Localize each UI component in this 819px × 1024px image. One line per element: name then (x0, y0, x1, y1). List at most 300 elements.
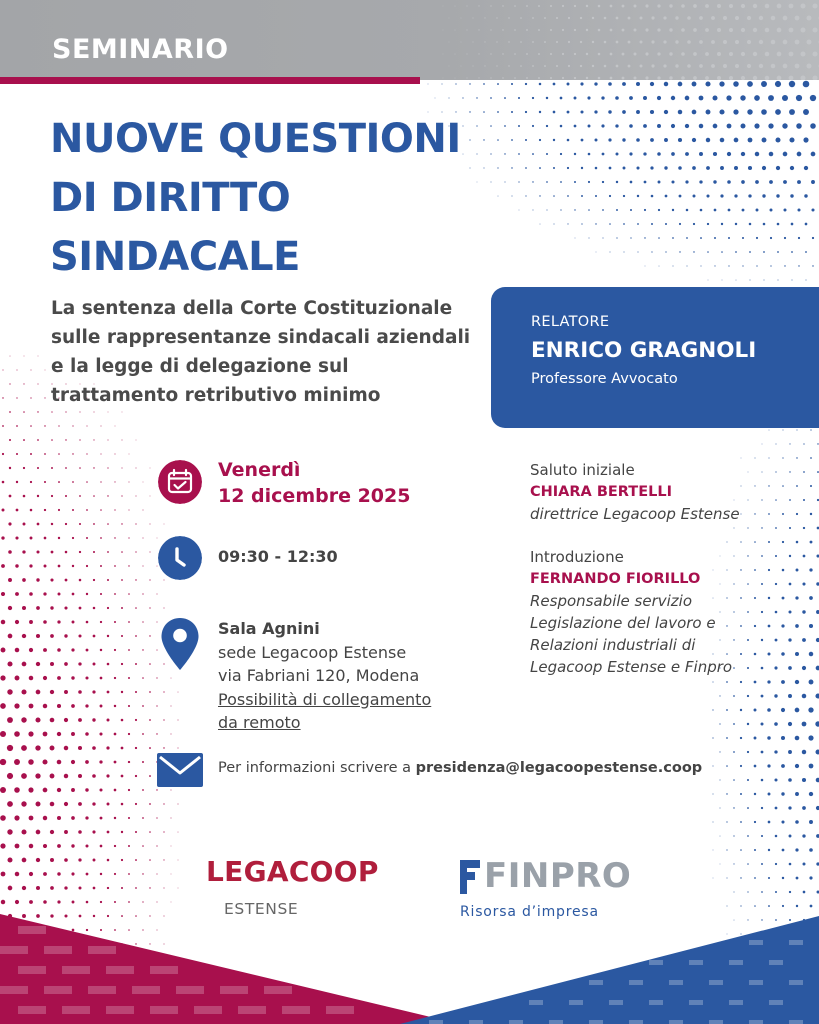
halftone-dot (156, 677, 157, 678)
halftone-dot (511, 111, 513, 113)
halftone-dot (643, 96, 647, 100)
halftone-dot (706, 110, 711, 115)
halftone-dot (663, 40, 666, 43)
halftone-dot (741, 180, 745, 184)
remote-link-cont[interactable]: da remoto (218, 713, 301, 732)
halftone-dot (810, 429, 811, 430)
halftone-dot (747, 891, 748, 892)
halftone-dot (740, 849, 742, 851)
halftone-dot (43, 844, 47, 848)
halftone-dot (769, 430, 770, 431)
halftone-dot (9, 439, 11, 441)
halftone-dot (461, 42, 462, 43)
bottom-dash (18, 1006, 46, 1014)
location-pin-icon (159, 616, 201, 672)
halftone-dot (624, 252, 625, 253)
halftone-dot (580, 82, 583, 85)
halftone-dot (726, 709, 728, 711)
halftone-dot (461, 18, 462, 19)
halftone-dot (504, 97, 506, 99)
halftone-dot (610, 5, 613, 8)
halftone-dot (136, 440, 137, 441)
bottom-dash (749, 940, 763, 945)
halftone-dot (36, 830, 41, 835)
bottom-dash (789, 980, 803, 985)
halftone-dot (720, 808, 721, 809)
halftone-dot (57, 844, 61, 848)
halftone-dot (149, 831, 151, 833)
halftone-dot (628, 65, 631, 68)
halftone-dot (504, 125, 506, 127)
halftone-dot (797, 208, 800, 211)
halftone-dot (774, 722, 778, 726)
halftone-dot (532, 65, 534, 67)
halftone-dot (781, 792, 784, 795)
halftone-dot (657, 4, 660, 7)
halftone-dot (740, 821, 742, 823)
halftone-dot (747, 863, 749, 865)
halftone-dot (634, 29, 637, 32)
halftone-dot (0, 759, 6, 765)
halftone-dot (142, 789, 144, 791)
halftone-dot (50, 886, 54, 890)
halftone-dot (511, 139, 513, 141)
halftone-dot (808, 707, 813, 712)
halftone-dot (107, 495, 108, 496)
halftone-dot (496, 41, 497, 42)
halftone-dot (149, 635, 150, 636)
halftone-dot (727, 180, 731, 184)
halftone-dot (789, 28, 794, 33)
halftone-dot (802, 722, 807, 727)
halftone-dot (687, 16, 691, 20)
halftone-dot (795, 64, 800, 69)
bottom-dash (549, 1020, 563, 1024)
halftone-dot (121, 859, 123, 861)
halftone-dot (714, 237, 716, 239)
halftone-dot (64, 606, 67, 609)
halftone-dot (747, 779, 749, 781)
halftone-dot (135, 523, 136, 524)
halftone-dot (700, 265, 701, 266)
halftone-dot (57, 732, 61, 736)
halftone-dot (121, 719, 124, 722)
halftone-dot (142, 817, 144, 819)
halftone-dot (754, 95, 760, 101)
halftone-dot (711, 64, 715, 68)
halftone-dot (608, 82, 612, 86)
halftone-dot (761, 81, 767, 87)
halftone-dot (783, 208, 786, 211)
halftone-dot (586, 5, 588, 7)
halftone-dot (65, 467, 67, 469)
halftone-dot (51, 467, 53, 469)
halftone-dot (37, 467, 39, 469)
halftone-dot (706, 194, 709, 197)
halftone-dot (580, 41, 582, 43)
halftone-dot (115, 454, 116, 455)
envelope-icon (157, 753, 203, 787)
bottom-dash (194, 1006, 222, 1014)
halftone-dot (747, 16, 751, 20)
halftone-dot (616, 65, 619, 68)
halftone-dot (65, 411, 66, 412)
halftone-dot (9, 467, 11, 469)
bottom-blue-panel (400, 916, 819, 1024)
halftone-dot (2, 369, 3, 370)
halftone-dot (79, 495, 81, 497)
halftone-dot (44, 509, 46, 511)
halftone-dot (650, 138, 654, 142)
halftone-dot (693, 251, 694, 252)
halftone-dot (809, 624, 813, 628)
halftone-dot (149, 691, 151, 693)
event-time: 09:30 - 12:30 (218, 547, 338, 566)
halftone-dot (64, 858, 68, 862)
halftone-dot (484, 65, 485, 66)
speaker-role: RELATORE (531, 314, 610, 330)
halftone-dot (574, 181, 576, 183)
halftone-dot (711, 40, 715, 44)
bottom-dash (106, 1006, 134, 1014)
halftone-dot (629, 152, 632, 155)
halftone-dot (755, 152, 759, 156)
bottom-dash (729, 960, 743, 965)
halftone-dot (798, 265, 799, 266)
halftone-dot (514, 29, 516, 31)
halftone-dot (43, 676, 47, 680)
halftone-dot (740, 737, 742, 739)
halftone-dot (121, 523, 122, 524)
halftone-dot (623, 167, 626, 170)
halftone-dot (79, 411, 80, 412)
halftone-dot (770, 265, 771, 266)
bottom-dash (669, 980, 683, 985)
halftone-dot (7, 661, 12, 666)
halftone-dot (100, 817, 103, 820)
halftone-dot (171, 678, 172, 679)
halftone-dot (37, 439, 39, 441)
halftone-dot (449, 66, 450, 67)
halftone-dot (128, 509, 129, 510)
remote-link[interactable]: Possibilità di collegamento (218, 689, 432, 709)
halftone-dot (36, 578, 39, 581)
event-date (218, 457, 410, 509)
halftone-dot (622, 77, 625, 80)
title-line: NUOVE QUESTIONI (50, 116, 461, 162)
halftone-dot (560, 125, 563, 128)
halftone-dot (163, 691, 164, 692)
halftone-dot (7, 857, 12, 862)
halftone-dot (550, 53, 552, 55)
halftone-dot (156, 649, 157, 650)
halftone-dot (86, 481, 88, 483)
bottom-dash (749, 1020, 763, 1024)
halftone-dot (789, 863, 792, 866)
halftone-dot (713, 124, 718, 129)
halftone-dot (1, 536, 4, 539)
halftone-dot (803, 443, 804, 444)
halftone-dot (540, 224, 541, 225)
halftone-dot (45, 370, 46, 371)
halftone-dot (1, 648, 6, 653)
halftone-dot (788, 722, 792, 726)
halftone-dot (782, 95, 788, 101)
halftone-dot (100, 509, 102, 511)
halftone-dot (50, 634, 54, 638)
halftone-dot (520, 17, 522, 19)
halftone-dot (490, 29, 491, 30)
halftone-dot (50, 774, 55, 779)
halftone-dot (693, 195, 696, 198)
halftone-dot (791, 223, 794, 226)
halftone-dot (135, 719, 137, 721)
halftone-dot (604, 65, 607, 68)
halftone-dot (705, 4, 709, 8)
halftone-dot (713, 152, 717, 156)
halftone-dot (775, 891, 777, 893)
halftone-dot (768, 821, 771, 824)
halftone-dot (22, 634, 26, 638)
title-line: DI DIRITTO (50, 175, 291, 221)
contact-prefix: Per informazioni scrivere a (218, 760, 412, 776)
halftone-dot (86, 873, 89, 876)
halftone-dot (742, 237, 744, 239)
bottom-dash (18, 966, 46, 974)
halftone-dot (78, 690, 82, 694)
halftone-dot (526, 53, 528, 55)
halftone-dot (789, 76, 794, 80)
halftone-dot (121, 663, 123, 665)
halftone-dot (598, 29, 601, 32)
halftone-dot (93, 859, 96, 862)
halftone-dot (581, 223, 582, 224)
halftone-dot (114, 509, 115, 510)
halftone-dot (136, 468, 137, 469)
halftone-dot (455, 6, 456, 7)
halftone-dot (734, 138, 739, 143)
halftone-dot (664, 138, 668, 142)
halftone-dot (796, 513, 798, 515)
halftone-dot (100, 873, 102, 875)
halftone-dot (93, 887, 96, 890)
halftone-dot (538, 53, 540, 55)
program (530, 459, 790, 699)
halftone-dot (659, 266, 660, 267)
halftone-dot (675, 40, 678, 43)
halftone-dot (121, 803, 124, 806)
contact-email-link[interactable]: presidenza@legacoopestense.coop (415, 760, 703, 776)
halftone-dot (78, 746, 82, 750)
halftone-dot (57, 620, 60, 623)
halftone-dot (809, 764, 814, 769)
halftone-dot (717, 4, 721, 8)
halftone-dot (815, 721, 819, 726)
halftone-dot (24, 356, 25, 357)
halftone-dot (595, 139, 598, 142)
finpro-wordmark: FINPRO (484, 856, 632, 896)
halftone-dot (23, 495, 26, 498)
halftone-dot (114, 705, 116, 707)
program-label: Introduzione (530, 548, 624, 566)
halftone-dot (71, 788, 75, 792)
bottom-dash (749, 980, 763, 985)
halftone-dot (0, 843, 5, 848)
halftone-dot (747, 64, 751, 68)
halftone-dot (36, 802, 41, 807)
halftone-dot (679, 251, 680, 252)
halftone-dot (686, 265, 687, 266)
halftone-dot (796, 457, 797, 458)
halftone-dot (142, 537, 143, 538)
halftone-dot (651, 16, 654, 19)
halftone-dot (58, 481, 60, 483)
halftone-dot (771, 64, 776, 69)
halftone-dot (645, 52, 648, 55)
halftone-dot (658, 209, 660, 211)
halftone-dot (789, 443, 790, 444)
halftone-dot (16, 453, 18, 455)
halftone-dot (58, 593, 61, 596)
halftone-dot (85, 816, 88, 819)
halftone-dot (64, 746, 68, 750)
halftone-dot (699, 16, 703, 20)
halftone-dot (574, 29, 576, 31)
halftone-dot (673, 266, 674, 267)
halftone-dot (637, 223, 639, 225)
halftone-dot (699, 180, 702, 183)
halftone-dot (645, 266, 646, 267)
halftone-dot (72, 537, 74, 539)
halftone-dot (7, 717, 13, 723)
halftone-dot (809, 652, 813, 656)
halftone-dot (539, 139, 541, 141)
halftone-dot (15, 564, 18, 567)
halftone-dot (490, 77, 491, 78)
halftone-dot (675, 16, 678, 19)
halftone-dot (539, 83, 542, 86)
halftone-dot (733, 779, 735, 781)
halftone-dot (22, 606, 26, 610)
halftone-dot (756, 265, 757, 266)
halftone-dot (525, 83, 527, 85)
halftone-dot (511, 195, 512, 196)
halftone-dot (755, 180, 759, 184)
halftone-dot (164, 524, 165, 525)
halftone-dot (776, 194, 779, 197)
halftone-dot (594, 82, 597, 85)
halftone-dot (761, 835, 763, 837)
finpro-tagline: Risorsa d’impresa (460, 904, 599, 920)
halftone-dot (135, 747, 137, 749)
bottom-dash (238, 1006, 266, 1014)
halftone-dot (763, 251, 765, 253)
bottom-decoration (0, 900, 819, 1024)
halftone-dot (623, 195, 625, 197)
halftone-dot (15, 620, 19, 624)
halftone-dot (678, 110, 683, 115)
halftone-dot (533, 210, 534, 211)
halftone-dot (636, 82, 640, 86)
halftone-dot (550, 77, 552, 79)
halftone-dot (795, 596, 798, 599)
halftone-dot (107, 523, 109, 525)
halftone-dot (774, 750, 777, 753)
event-day: Venerdì (218, 459, 301, 481)
halftone-dot (455, 54, 456, 55)
halftone-dot (50, 578, 53, 581)
halftone-dot (768, 123, 773, 128)
halftone-dot (789, 137, 794, 142)
halftone-dot (15, 648, 20, 653)
halftone-dot (114, 845, 116, 847)
halftone-dot (23, 439, 25, 441)
halftone-dot (490, 97, 492, 99)
halftone-dot (783, 64, 788, 69)
program-speaker-role: Legislazione del lavoro e (530, 614, 716, 632)
halftone-dot (720, 138, 725, 143)
halftone-dot (699, 40, 703, 44)
halftone-dot (79, 551, 81, 553)
halftone-dot (21, 689, 26, 694)
halftone-dot (705, 76, 709, 80)
halftone-dot (443, 6, 444, 7)
halftone-dot (35, 717, 40, 722)
halftone-dot (784, 237, 786, 239)
halftone-dot (114, 873, 116, 875)
halftone-dot (601, 124, 604, 127)
halftone-dot (712, 765, 713, 766)
halftone-dot (729, 4, 733, 8)
halftone-dot (71, 844, 74, 847)
halftone-dot (723, 16, 727, 20)
halftone-dot (602, 181, 604, 183)
halftone-dot (807, 64, 812, 69)
bottom-dash (44, 986, 72, 994)
halftone-dot (525, 111, 527, 113)
halftone-dot (7, 801, 13, 807)
halftone-dot (156, 845, 157, 846)
halftone-dot (749, 251, 751, 253)
halftone-dot (121, 831, 123, 833)
halftone-dot (669, 76, 672, 79)
halftone-dot (150, 524, 151, 525)
halftone-dot (685, 152, 689, 156)
halftone-dot (803, 137, 808, 142)
halftone-dot (93, 495, 95, 497)
halftone-dot (792, 280, 793, 281)
halftone-dot (729, 28, 733, 32)
halftone-dot (761, 779, 764, 782)
halftone-dot (78, 858, 81, 861)
halftone-dot (808, 735, 813, 740)
halftone-dot (473, 18, 474, 19)
halftone-dot (525, 139, 527, 141)
halftone-dot (163, 887, 164, 888)
halftone-dot (719, 779, 720, 780)
halftone-dot (802, 694, 807, 699)
halftone-dot (598, 5, 601, 8)
halftone-dot (128, 593, 130, 595)
halftone-dot (85, 760, 89, 764)
halftone-dot (100, 845, 103, 848)
halftone-dot (79, 467, 81, 469)
halftone-dot (28, 731, 33, 736)
halftone-dot (467, 6, 468, 7)
halftone-dot (15, 676, 20, 681)
speaker-card (491, 287, 819, 428)
halftone-dot (14, 787, 20, 793)
